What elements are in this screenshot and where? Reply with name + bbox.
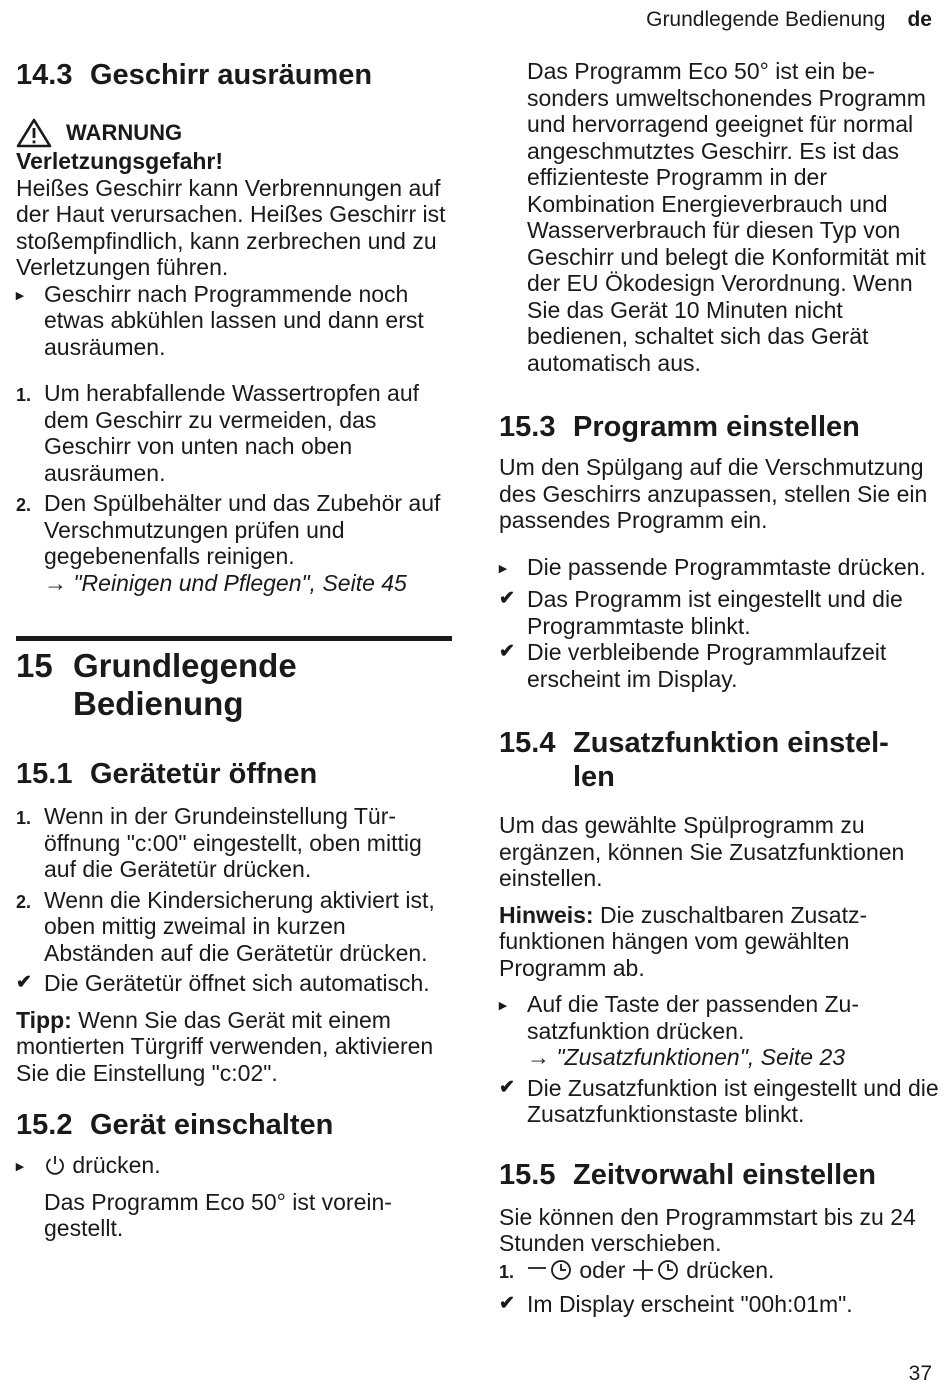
result-item: ✔ Die Zusatzfunktion ist eingestellt und die Zusatzfunktionstaste blinkt. [499,1074,939,1127]
warning-action-item: ▸ Geschirr nach Programmende noch etwas abkühlen lassen und dann erst ausräumen. [16,280,424,360]
action-item: ▸ Die passende Programmtaste drücken. [499,554,939,583]
eco-program-text: Das Programm Eco 50° ist ein besonders umweltschonendes Programm und hervorragend geeignet für normal angeschmutztes Geschirr. Es ist das effizienteste Programm in der Kombination Energieverbrauch und Wasserverbrauch für diesen Typ von Geschirr und belegt die Konformität mit der EU Ökodesign Verordnung. Wenn Sie das Gerät 10 Minuten nicht bedienen, schaltet sich das Gerät automatisch aus. [527,58,926,376]
checkmark-icon: ✔ [499,1293,515,1314]
header-section-title: Grundlegende Bedienung [646,8,886,31]
warning-title: Verletzungsgefahr! [16,148,224,174]
checkmark-icon: ✔ [499,1076,515,1098]
heading-15-5: 15.5 Zeitvorwahl einstellen [499,1158,876,1191]
heading-15-1: 15.1 Gerätetür öffnen [16,758,318,790]
power-icon [44,1154,66,1176]
running-header [646,8,932,32]
tip-paragraph: Tipp: Wenn Sie das Gerät mit einem montierten Türgriff verwenden, aktivieren Sie die Einstellung "c:02". [16,1006,434,1086]
result-item: ✔ Im Display erscheint "00h:01m". [499,1291,853,1317]
warning-header [16,118,452,148]
step-item: 1. Wenn in der Grundeinstellung Türöffnung "c:00" eingestellt, oben mittig auf die Gerätetür drücken. [16,803,422,882]
checkmark-icon: ✔ [499,588,515,609]
step-item: 2. Wenn die Kindersicherung aktiviert ist, oben mittig zweimal in kurzen Abständen auf die Gerätetür drücken. [16,886,435,966]
intro-text: Um den Spülgang auf die Verschmutzung des Geschirrs anzupassen, stellen Sie ein passendes Programm ein. [499,454,928,533]
result-item: ✔ Die Gerätetür öffnet sich automatisch. [16,970,430,996]
action-item: ▸ drücken. [16,1152,452,1181]
cross-reference-link[interactable]: → "Reinigen und Pflegen", Seite 45 [44,569,407,596]
language-code: de [907,8,932,31]
arrow-bullet-icon: ▸ [499,997,507,1014]
arrow-bullet-icon: ▸ [16,286,24,304]
step-item: 1. oder drücken. [499,1256,775,1283]
heading-14-3: 14.3 Geschirr ausräumen [16,59,373,91]
heading-15-3: 15.3 Programm einstellen [499,411,860,443]
step-item: 2. Den Spülbehälter und das Zubehör auf Verschmutzungen prüfen und gegebenenfalls reinigen. → "Reinigen und Pflegen", Seite 45 [16,490,441,596]
page-number: 37 [908,1362,932,1385]
result-item: ✔ Die verbleibende Programmlaufzeit erscheint im Display. [499,639,887,692]
cross-reference-link[interactable]: → "Zusatzfunktionen", Seite 23 [527,1044,846,1070]
plus-clock-icon [632,1259,680,1281]
arrow-bullet-icon: ▸ [16,1158,24,1175]
intro-text: Um das gewählte Spülprogramm zu ergänzen, können Sie Zusatzfunktionen einstellen. [499,812,905,891]
action-item: ▸ Auf die Taste der passenden Zusatzfunktion drücken. → "Zusatzfunktionen", Seite 23 [499,991,860,1070]
heading-15-4: 15.4 Zusatzfunktion einstellen [499,727,889,793]
warning-triangle-icon [16,118,52,148]
step-item: 1. Um herabfallende Wassertropfen auf dem Geschirr zu vermeiden, das Geschirr von unten nach oben ausräumen. [16,380,420,486]
preset-note: Das Programm Eco 50° ist voreingestellt. [44,1188,392,1241]
right-column [499,58,939,1318]
hint-paragraph: Hinweis: Die zuschaltbaren Zusatzfunktionen hängen vom gewählten Programm ab. [499,901,868,981]
chapter-divider [16,636,452,641]
arrow-bullet-icon: ▸ [499,559,507,577]
checkmark-icon: ✔ [16,972,32,993]
minus-clock-icon [527,1259,573,1281]
warning-text: Heißes Geschirr kann Verbrennungen auf der Haut verursachen. Heißes Geschirr ist stoßempfindlich, kann zerbrechen und zu Verletzungen führen. [16,174,446,280]
intro-text: Sie können den Programmstart bis zu 24 Stunden verschieben. [499,1203,916,1256]
checkmark-icon: ✔ [499,641,515,662]
result-item: ✔ Das Programm ist eingestellt und die Programmtaste blinkt. [499,586,903,639]
warning-label: WARNUNG [66,120,183,145]
left-column [16,58,452,1242]
heading-15-2: 15.2 Gerät einschalten [16,1109,334,1141]
heading-15: 15 Grundlegende Bedienung [16,647,297,722]
